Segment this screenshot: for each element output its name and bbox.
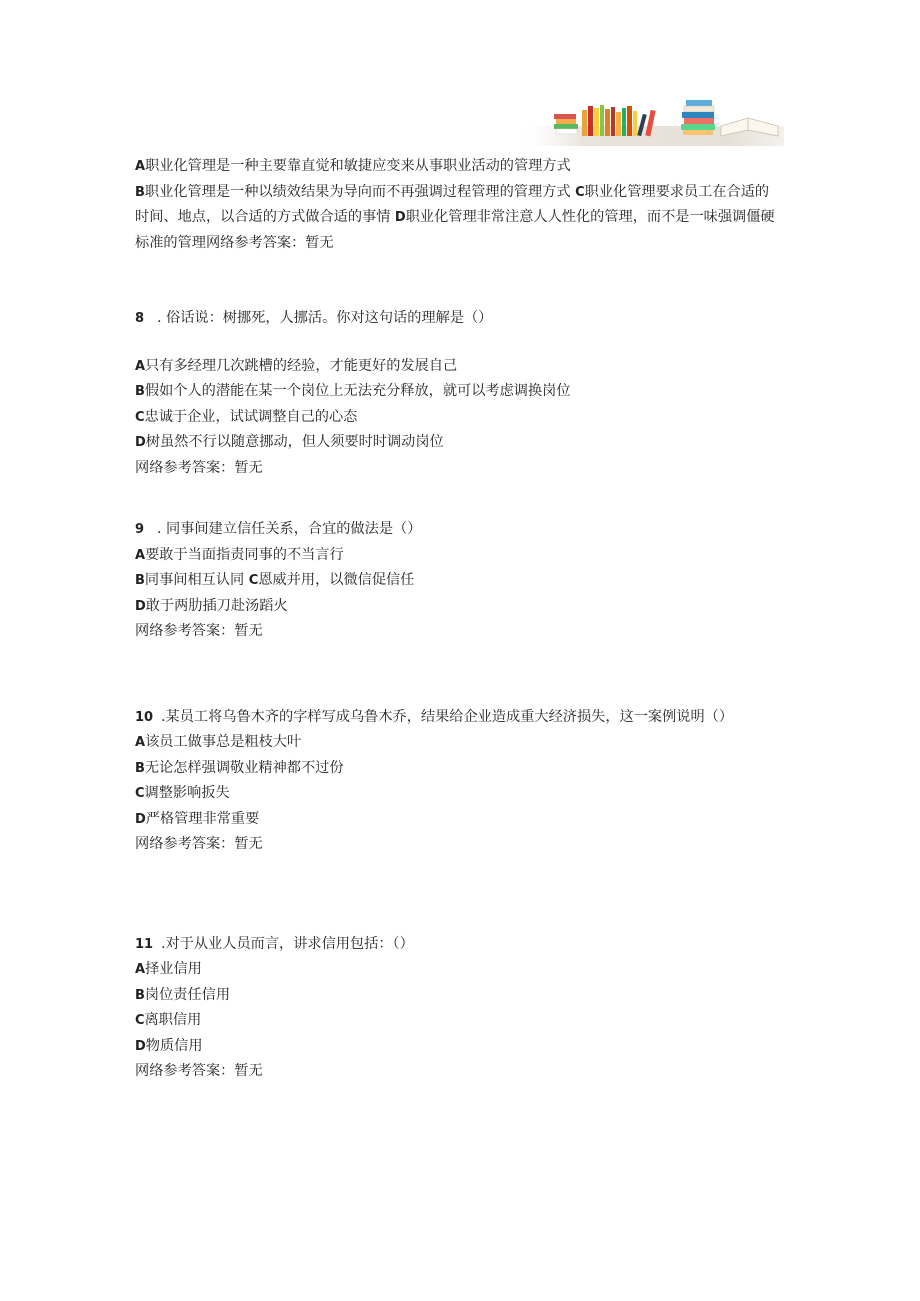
option-text: 职业化管理是一种以绩效结果为导向而不再强调过程管理的管理方式 bbox=[144, 183, 571, 200]
question-text: . 同事间建立信任关系，合宜的做法是（） bbox=[157, 521, 422, 537]
option-d bbox=[135, 594, 795, 620]
answer-line: 网络参考答案：暂无 bbox=[135, 1063, 263, 1079]
option-c bbox=[135, 781, 795, 807]
option-b bbox=[135, 983, 795, 1009]
option-label: C bbox=[248, 573, 259, 588]
option-label: A bbox=[135, 547, 146, 563]
option-label: A bbox=[135, 735, 146, 750]
answer-line: 网络参考答案：暂无 bbox=[135, 836, 263, 852]
option-d bbox=[135, 430, 795, 456]
option-text: 要敢于当面指责同事的不当言行 bbox=[145, 546, 344, 563]
option-text: 离职信用 bbox=[144, 1012, 202, 1028]
question-text: .对于从业人员而言，讲求信用包括：（） bbox=[161, 935, 414, 952]
option-label: A bbox=[135, 358, 146, 374]
option-text: 职业化管理非常注意人人性化的管理，而不是一味强调僵硬标准的管理网络参考答案：暂无 bbox=[135, 209, 775, 251]
option-label: D bbox=[394, 210, 406, 225]
option-label: D bbox=[135, 435, 146, 450]
option-label: B bbox=[135, 760, 145, 776]
option-text: 岗位责任信用 bbox=[144, 986, 231, 1003]
option-label: A bbox=[135, 159, 146, 174]
option-text: 同事间相互认同 bbox=[144, 572, 245, 588]
question-stem bbox=[135, 705, 765, 731]
question-number: 9 bbox=[135, 522, 145, 537]
answer-line: 网络参考答案：暂无 bbox=[135, 623, 263, 639]
option-a bbox=[135, 957, 795, 983]
option-c bbox=[135, 405, 795, 431]
option-label: D bbox=[135, 1038, 146, 1054]
question-11 bbox=[135, 932, 795, 1085]
document-body bbox=[135, 154, 795, 1085]
question-8 bbox=[135, 306, 795, 481]
option-a bbox=[135, 543, 795, 569]
option-text: 物质信用 bbox=[145, 1037, 203, 1054]
books-banner-illustration bbox=[516, 96, 784, 146]
option-label: C bbox=[135, 786, 145, 801]
question-number: 10 bbox=[135, 709, 154, 725]
option-label: B bbox=[135, 184, 145, 200]
option-label: C bbox=[575, 184, 585, 200]
option-label: B bbox=[135, 384, 145, 399]
option-label: A bbox=[135, 962, 146, 977]
question-number: 8 bbox=[135, 311, 145, 326]
option-a bbox=[135, 354, 795, 380]
option-text: 该员工做事总是粗枝大叶 bbox=[145, 734, 302, 750]
option-label: B bbox=[135, 987, 145, 1003]
question-stem bbox=[135, 306, 795, 332]
question-stem bbox=[135, 932, 795, 958]
option-text: 严格管理非常重要 bbox=[145, 810, 260, 827]
preamble-option-a bbox=[135, 154, 795, 180]
option-label: C bbox=[135, 1013, 145, 1028]
option-text: 假如个人的潜能在某一个岗位上无法充分释放，就可以考虑调换岗位 bbox=[144, 383, 571, 399]
option-b bbox=[135, 379, 795, 405]
option-text: 忠诚于企业，试试调整自己的心态 bbox=[144, 408, 358, 425]
option-label: B bbox=[135, 573, 145, 588]
option-d bbox=[135, 1034, 795, 1060]
option-text: 职业化管理是一种主要靠直觉和敏捷应变来从事职业活动的管理方式 bbox=[145, 158, 571, 174]
question-text: . 俗话说：树挪死，人挪活。你对这句话的理解是（） bbox=[157, 310, 493, 326]
question-number: 11 bbox=[135, 936, 154, 952]
option-label: D bbox=[135, 598, 146, 614]
option-text: 调整影响扳失 bbox=[144, 785, 230, 801]
question-10 bbox=[135, 705, 795, 858]
option-text: 敢于两肋插刀赴汤蹈火 bbox=[145, 597, 288, 614]
option-text: 只有多经理几次跳槽的经验，才能更好的发展自己 bbox=[145, 357, 458, 374]
question-text: .某员工将乌鲁木齐的字样写成乌鲁木乔，结果给企业造成重大经济损失，这一案例说明（） bbox=[161, 708, 734, 725]
option-text: 择业信用 bbox=[145, 961, 202, 977]
option-text: 无论怎样强调敬业精神都不过份 bbox=[144, 759, 344, 776]
option-c bbox=[135, 1008, 795, 1034]
answer-line: 网络参考答案：暂无 bbox=[135, 459, 263, 476]
option-label: D bbox=[135, 811, 146, 827]
question-stem bbox=[135, 517, 795, 543]
option-a bbox=[135, 730, 795, 756]
option-text: 恩威并用，以微信促信任 bbox=[258, 572, 415, 588]
option-d bbox=[135, 807, 795, 833]
option-label: C bbox=[135, 409, 145, 425]
option-b-c bbox=[135, 568, 795, 594]
option-text: 树虽然不行以随意挪动，但人须要时时调动岗位 bbox=[145, 434, 444, 450]
option-b bbox=[135, 756, 795, 782]
option-text: 职业化管理要求员工在合适的时间、地点，以合适的方式做合适的事情 bbox=[135, 183, 770, 225]
preamble-options-bcd bbox=[135, 180, 783, 257]
question-9 bbox=[135, 517, 795, 645]
